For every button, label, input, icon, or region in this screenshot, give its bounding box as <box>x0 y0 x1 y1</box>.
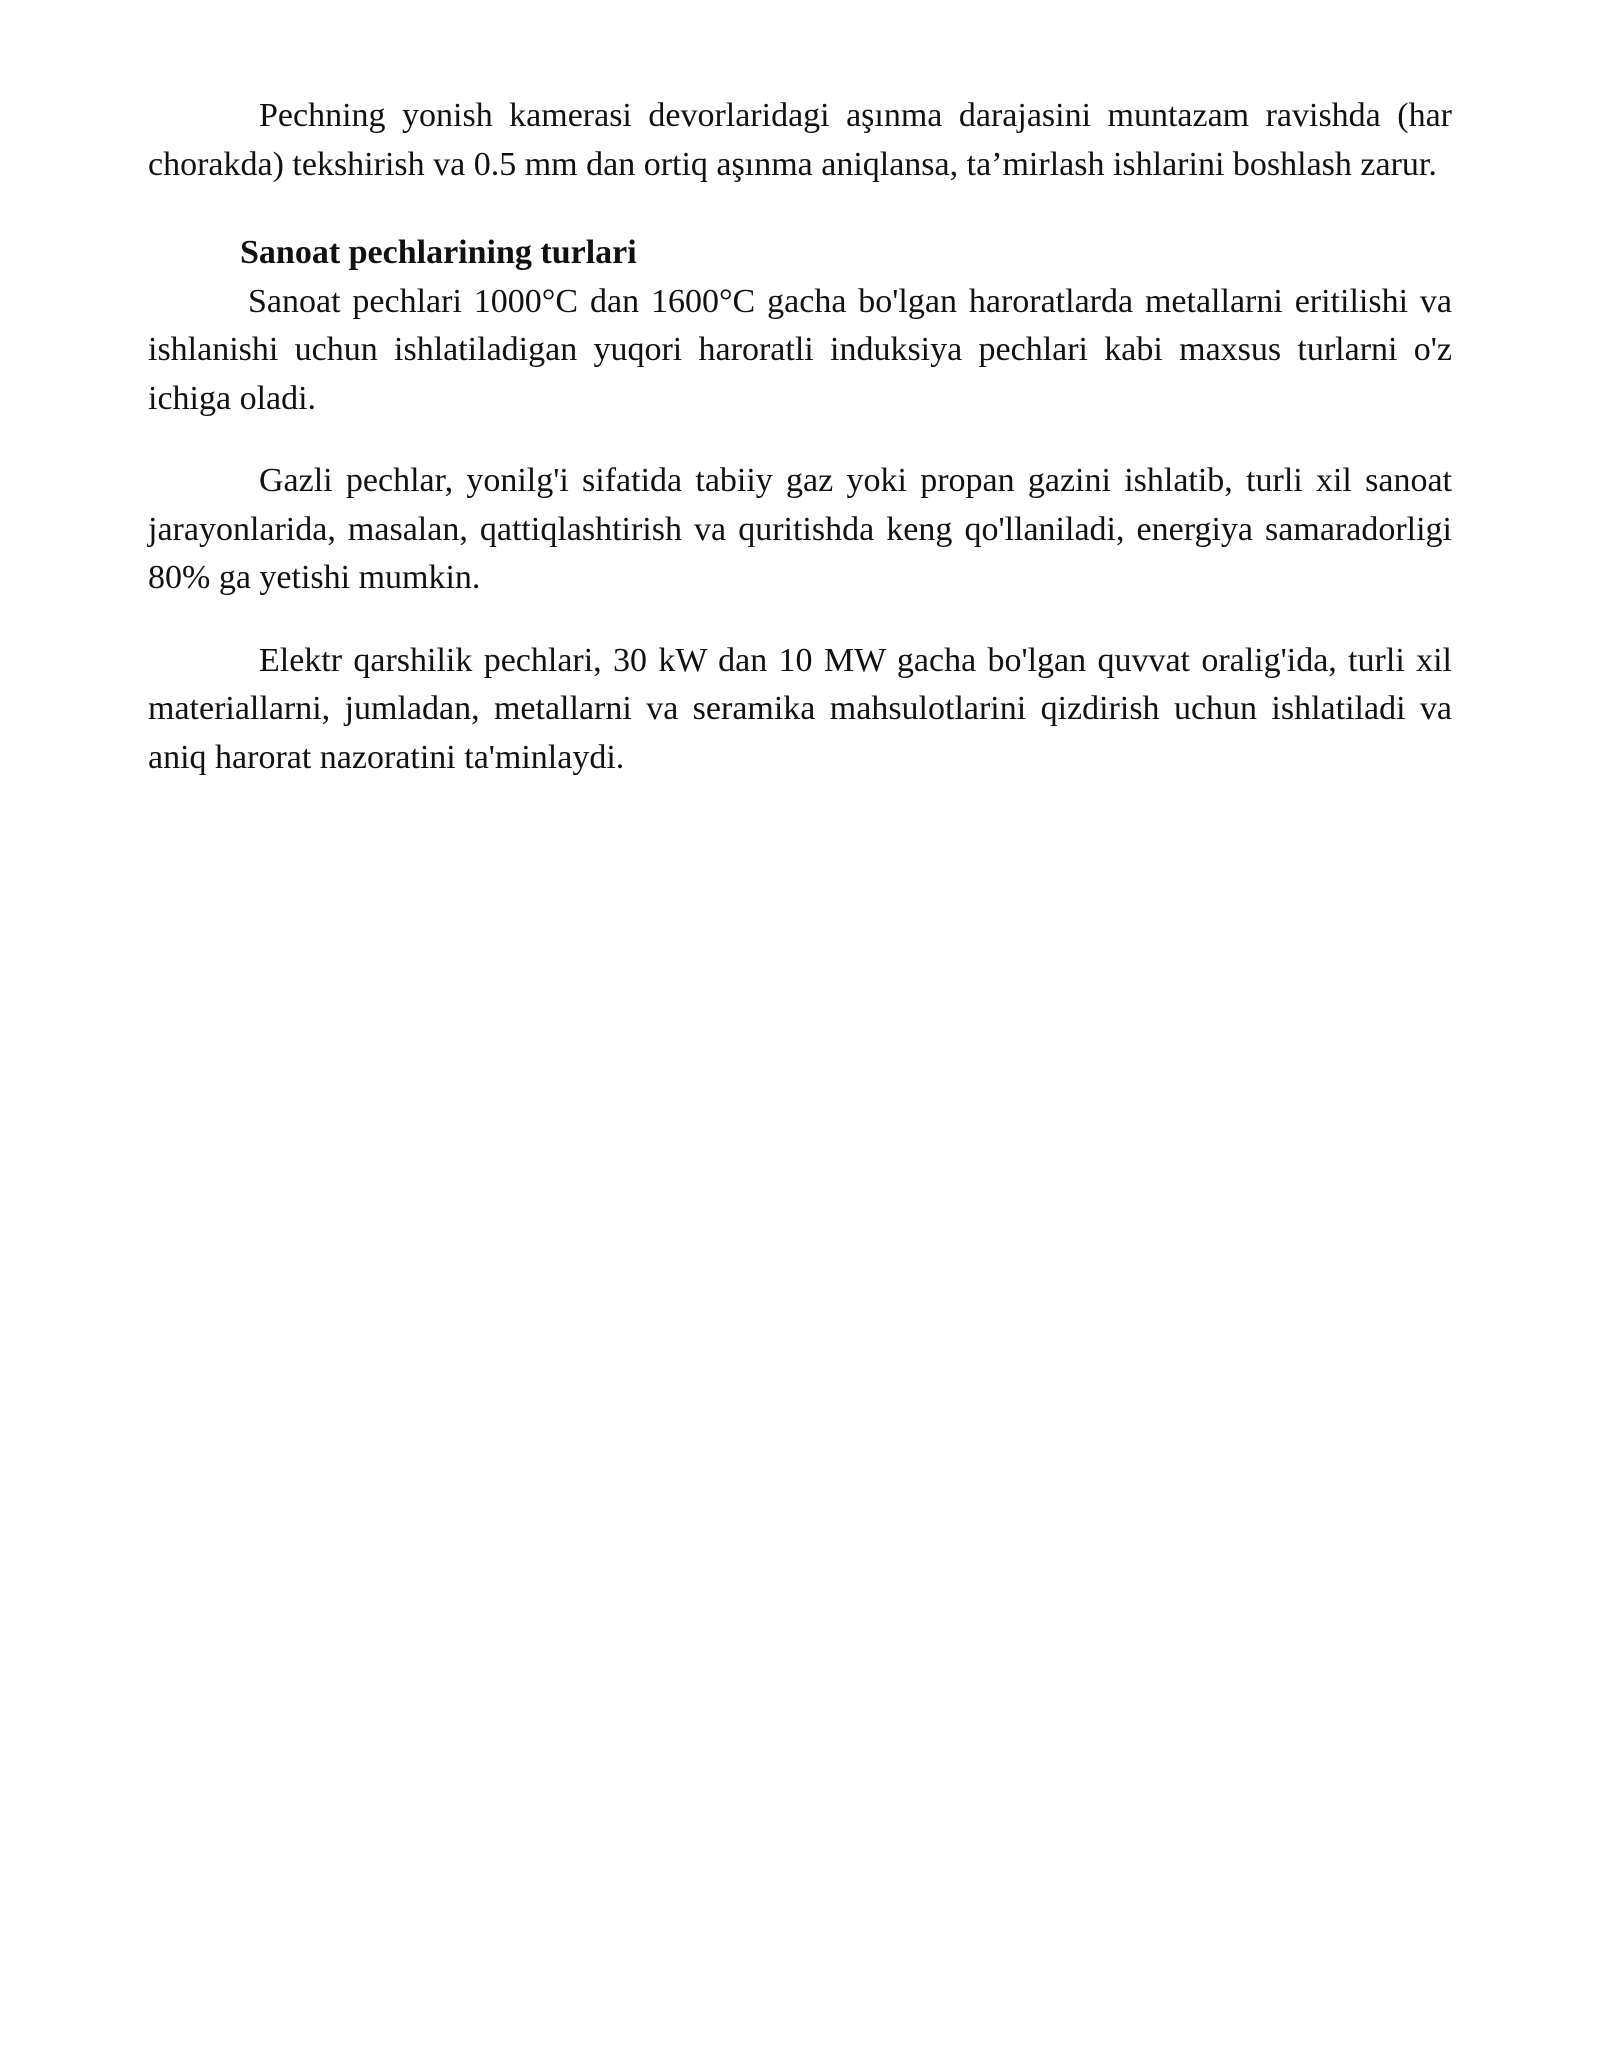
paragraph-industrial-furnaces: Sanoat pechlari 1000°C dan 1600°C gacha bo'lgan haroratlarda metallarni eritilishi va ishlanishi uchun ishlatiladigan yuqori haroratli induksiya pechlari kabi maxsus turlarni o'z ichiga oladi. <box>148 282 1452 417</box>
section-heading: Sanoat pechlarining turlari <box>240 234 637 271</box>
paragraph-gas-furnaces: Gazli pechlar, yonilg'i sifatida tabiiy gaz yoki propan gazini ishlatib, turli xil sanoat jarayonlarida, masalan, qattiqlashtirish va quritishda keng qo'llaniladi, energiya samaradorligi 80% ga yetishi mumkin. <box>148 462 1452 596</box>
paragraph-wear-inspection: Pechning yonish kamerasi devorlaridagi aşınma darajasini muntazam ravishda (har chorakda) tekshirish va 0.5 mm dan ortiq aşınma aniqlansa, ta’mirlash ishlarini boshlash zarur. <box>148 97 1452 183</box>
document-page <box>148 92 1452 782</box>
paragraph-electric-furnaces: Elektr qarshilik pechlari, 30 kW dan 10 MW gacha bo'lgan quvvat oralig'ida, turli xil materiallarni, jumladan, metallarni va seramika mahsulotlarini qizdirish uchun ishlatiladi va aniq harorat nazoratini ta'minlaydi. <box>148 641 1452 776</box>
